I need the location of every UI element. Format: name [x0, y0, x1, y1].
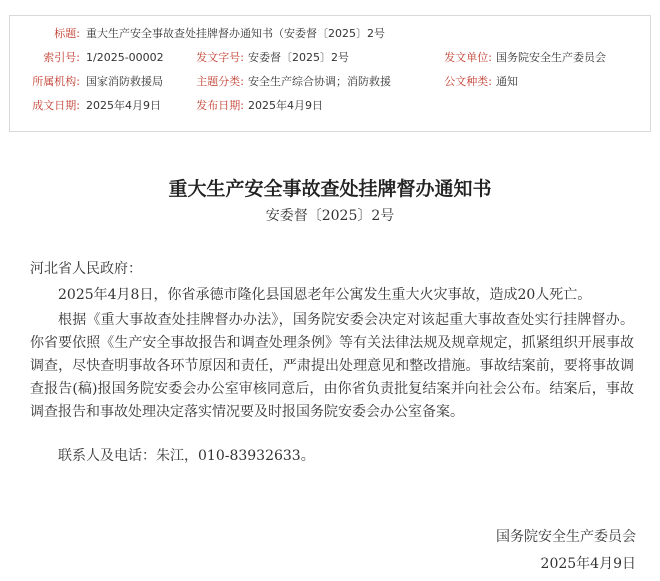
metadata-panel: [9, 15, 651, 132]
meta-row-title: [10, 24, 650, 44]
meta-title-value: 重大生产安全事故查处挂牌督办通知书（安委督〔2025〕2号: [86, 27, 385, 40]
meta-org-label: 所属机构:: [32, 75, 80, 88]
document-date: 2025年4月9日: [540, 556, 636, 572]
meta-docno-label: 发文字号:: [196, 51, 244, 64]
meta-title-label: 标题:: [54, 27, 80, 40]
meta-org-value: 国家消防救援局: [86, 75, 163, 88]
addressee: 河北省人民政府：: [30, 261, 142, 277]
meta-row-2: [10, 48, 650, 68]
meta-type-value: 通知: [496, 75, 518, 88]
meta-created-label: 成文日期:: [32, 99, 80, 112]
meta-topic-value: 安全生产综合协调；消防救援: [248, 75, 391, 88]
meta-docno-value: 安委督〔2025〕2号: [248, 51, 349, 64]
document-title: 重大生产安全事故查处挂牌督办通知书: [168, 178, 492, 200]
paragraph-1: 2025年4月8日，你省承德市隆化县国恩老年公寓发生重大火灾事故，造成20人死亡。: [58, 287, 592, 303]
meta-created-value: 2025年4月9日: [86, 99, 161, 112]
meta-published-value: 2025年4月9日: [248, 99, 323, 112]
document-number: 安委督〔2025〕2号: [265, 208, 395, 224]
meta-issuer-label: 发文单位:: [444, 51, 492, 64]
meta-published-label: 发布日期:: [196, 99, 244, 112]
meta-index-label: 索引号:: [43, 51, 80, 64]
meta-topic-label: 主题分类:: [196, 75, 244, 88]
paragraph-2: 根据《重大事故查处挂牌督办办法》，国务院安委会决定对该起重大事故查处实行挂牌督办。你省要依照《生产安全事故报告和调查处理条例》等有关法律法规及规章规定，抓紧组织开展事故调查，尽快查明事故各环节原因和责任，严肃提出处理意见和整改措施。事故结案前，要将事故调查报告(稿)报国务院安委会办公室审核同意后，由你省负责批复结案并向社会公布。结案后，事故调查报告和事故处理决定落实情况要及时报国务院安委会办公室备案。: [30, 312, 634, 420]
meta-row-4: [10, 96, 650, 116]
meta-type-label: 公文种类:: [444, 75, 492, 88]
meta-index-value: 1/2025-00002: [86, 51, 164, 64]
meta-issuer-value: 国务院安全生产委员会: [496, 51, 606, 64]
meta-row-3: [10, 72, 650, 92]
signature: 国务院安全生产委员会: [496, 529, 636, 545]
contact-line: 联系人及电话：朱江，010-83932633。: [58, 448, 315, 464]
